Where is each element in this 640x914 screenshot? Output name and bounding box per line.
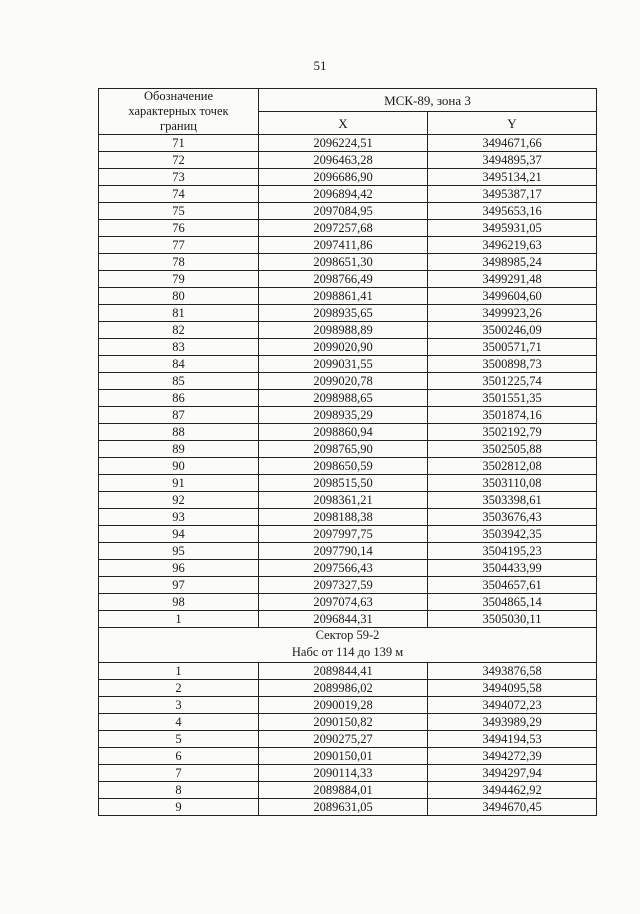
point-number-cell: 96 [99,560,259,577]
x-coordinate-cell: 2097566,43 [259,560,428,577]
y-coordinate-cell: 3500571,71 [428,339,597,356]
point-number-cell: 9 [99,799,259,816]
y-coordinate-cell: 3493989,29 [428,714,597,731]
point-number-cell: 94 [99,526,259,543]
table-row [99,577,597,594]
point-number-cell: 6 [99,748,259,765]
x-coordinate-cell: 2098188,38 [259,509,428,526]
table-row [99,765,597,782]
table-row [99,731,597,748]
table-row [99,305,597,322]
y-coordinate-cell: 3503942,35 [428,526,597,543]
y-coordinate-cell: 3502505,88 [428,441,597,458]
y-coordinate-cell: 3505030,11 [428,611,597,628]
table-row [99,322,597,339]
point-number-cell: 77 [99,237,259,254]
point-number-cell: 74 [99,186,259,203]
point-number-cell: 86 [99,390,259,407]
x-coordinate-cell: 2096894,42 [259,186,428,203]
table-row [99,526,597,543]
y-coordinate-cell: 3499923,26 [428,305,597,322]
y-coordinate-cell: 3500898,73 [428,356,597,373]
y-coordinate-cell: 3498985,24 [428,254,597,271]
y-coordinate-cell: 3494072,23 [428,697,597,714]
table-row [99,748,597,765]
table-row [99,492,597,509]
table-row [99,220,597,237]
sector-caption [99,628,597,663]
point-number-cell: 90 [99,458,259,475]
x-coordinate-cell: 2098988,89 [259,322,428,339]
y-coordinate-cell: 3501225,74 [428,373,597,390]
x-coordinate-cell: 2096844,31 [259,611,428,628]
x-coordinate-cell: 2090019,28 [259,697,428,714]
y-coordinate-cell: 3494297,94 [428,765,597,782]
header-point-designation [99,89,259,135]
table-row [99,288,597,305]
point-number-cell: 95 [99,543,259,560]
x-coordinate-cell: 2097074,63 [259,594,428,611]
point-number-cell: 76 [99,220,259,237]
x-coordinate-cell: 2097411,86 [259,237,428,254]
table-row [99,560,597,577]
x-coordinate-cell: 2090150,82 [259,714,428,731]
table-row [99,424,597,441]
x-coordinate-cell: 2097327,59 [259,577,428,594]
y-coordinate-cell: 3502812,08 [428,458,597,475]
x-coordinate-cell: 2098765,90 [259,441,428,458]
point-number-cell: 87 [99,407,259,424]
sector-group [99,628,597,663]
x-coordinate-cell: 2098361,21 [259,492,428,509]
point-number-cell: 4 [99,714,259,731]
x-coordinate-cell: 2096463,28 [259,152,428,169]
table-row [99,152,597,169]
point-number-cell: 79 [99,271,259,288]
x-coordinate-cell: 2098861,41 [259,288,428,305]
y-coordinate-cell: 3495134,21 [428,169,597,186]
point-number-cell: 82 [99,322,259,339]
point-number-cell: 7 [99,765,259,782]
table-row [99,135,597,152]
y-coordinate-cell: 3503676,43 [428,509,597,526]
header-y: Y [428,112,597,135]
x-coordinate-cell: 2090275,27 [259,731,428,748]
rows-group-b [99,663,597,816]
table-row [99,339,597,356]
table-row [99,611,597,628]
y-coordinate-cell: 3493876,58 [428,663,597,680]
point-number-cell: 98 [99,594,259,611]
point-number-cell: 3 [99,697,259,714]
table-row [99,390,597,407]
header-name-line: характерных точек [128,104,229,118]
x-coordinate-cell: 2097790,14 [259,543,428,560]
point-number-cell: 72 [99,152,259,169]
x-coordinate-cell: 2098515,50 [259,475,428,492]
table-row [99,475,597,492]
y-coordinate-cell: 3501874,16 [428,407,597,424]
header-coordinate-system: МСК-89, зона 3 [259,89,597,112]
x-coordinate-cell: 2099031,55 [259,356,428,373]
point-number-cell: 75 [99,203,259,220]
table-row [99,782,597,799]
point-number-cell: 2 [99,680,259,697]
point-number-cell: 92 [99,492,259,509]
header-x: X [259,112,428,135]
x-coordinate-cell: 2098766,49 [259,271,428,288]
point-number-cell: 78 [99,254,259,271]
point-number-cell: 80 [99,288,259,305]
point-number-cell: 97 [99,577,259,594]
header-name-line: границ [160,119,197,133]
y-coordinate-cell: 3504433,99 [428,560,597,577]
x-coordinate-cell: 2098651,30 [259,254,428,271]
point-number-cell: 89 [99,441,259,458]
table-row [99,458,597,475]
point-number-cell: 85 [99,373,259,390]
table-row [99,594,597,611]
x-coordinate-cell: 2089986,02 [259,680,428,697]
x-coordinate-cell: 2099020,78 [259,373,428,390]
point-number-cell: 81 [99,305,259,322]
point-number-cell: 88 [99,424,259,441]
y-coordinate-cell: 3502192,79 [428,424,597,441]
x-coordinate-cell: 2089631,05 [259,799,428,816]
y-coordinate-cell: 3499291,48 [428,271,597,288]
sector-subtitle: Набс от 114 до 139 м [291,645,404,659]
point-number-cell: 1 [99,663,259,680]
table-row [99,799,597,816]
y-coordinate-cell: 3495653,16 [428,203,597,220]
y-coordinate-cell: 3500246,09 [428,322,597,339]
x-coordinate-cell: 2098650,59 [259,458,428,475]
y-coordinate-cell: 3501551,35 [428,390,597,407]
table-row [99,169,597,186]
y-coordinate-cell: 3496219,63 [428,237,597,254]
x-coordinate-cell: 2089884,01 [259,782,428,799]
point-number-cell: 84 [99,356,259,373]
table-row [99,356,597,373]
point-number-cell: 1 [99,611,259,628]
table-row [99,680,597,697]
y-coordinate-cell: 3494895,37 [428,152,597,169]
y-coordinate-cell: 3494194,53 [428,731,597,748]
point-number-cell: 5 [99,731,259,748]
x-coordinate-cell: 2097257,68 [259,220,428,237]
table-row [99,663,597,680]
point-number-cell: 8 [99,782,259,799]
point-number-cell: 73 [99,169,259,186]
table-row [99,714,597,731]
table-row [99,697,597,714]
point-number-cell: 91 [99,475,259,492]
x-coordinate-cell: 2096686,90 [259,169,428,186]
y-coordinate-cell: 3494462,92 [428,782,597,799]
point-number-cell: 93 [99,509,259,526]
x-coordinate-cell: 2089844,41 [259,663,428,680]
y-coordinate-cell: 3503110,08 [428,475,597,492]
x-coordinate-cell: 2097997,75 [259,526,428,543]
sector-row [99,628,597,663]
point-number-cell: 71 [99,135,259,152]
rows-group-a [99,135,597,628]
table-row [99,441,597,458]
table-row [99,237,597,254]
header-name-line: Обозначение [143,89,214,103]
x-coordinate-cell: 2097084,95 [259,203,428,220]
y-coordinate-cell: 3494272,39 [428,748,597,765]
y-coordinate-cell: 3504195,23 [428,543,597,560]
y-coordinate-cell: 3495931,05 [428,220,597,237]
table-row [99,373,597,390]
x-coordinate-cell: 2090150,01 [259,748,428,765]
x-coordinate-cell: 2099020,90 [259,339,428,356]
y-coordinate-cell: 3494670,45 [428,799,597,816]
y-coordinate-cell: 3494095,58 [428,680,597,697]
y-coordinate-cell: 3495387,17 [428,186,597,203]
page-number: 51 [313,58,327,73]
y-coordinate-cell: 3499604,60 [428,288,597,305]
x-coordinate-cell: 2098935,29 [259,407,428,424]
table-row [99,271,597,288]
table-row [99,203,597,220]
x-coordinate-cell: 2098935,65 [259,305,428,322]
coordinates-table [98,88,597,816]
sector-title: Сектор 59-2 [315,628,380,642]
table-row [99,509,597,526]
y-coordinate-cell: 3503398,61 [428,492,597,509]
x-coordinate-cell: 2090114,33 [259,765,428,782]
table-row [99,186,597,203]
table-row [99,543,597,560]
y-coordinate-cell: 3504865,14 [428,594,597,611]
table-row [99,407,597,424]
y-coordinate-cell: 3494671,66 [428,135,597,152]
table-row [99,254,597,271]
x-coordinate-cell: 2098988,65 [259,390,428,407]
x-coordinate-cell: 2098860,94 [259,424,428,441]
x-coordinate-cell: 2096224,51 [259,135,428,152]
y-coordinate-cell: 3504657,61 [428,577,597,594]
point-number-cell: 83 [99,339,259,356]
